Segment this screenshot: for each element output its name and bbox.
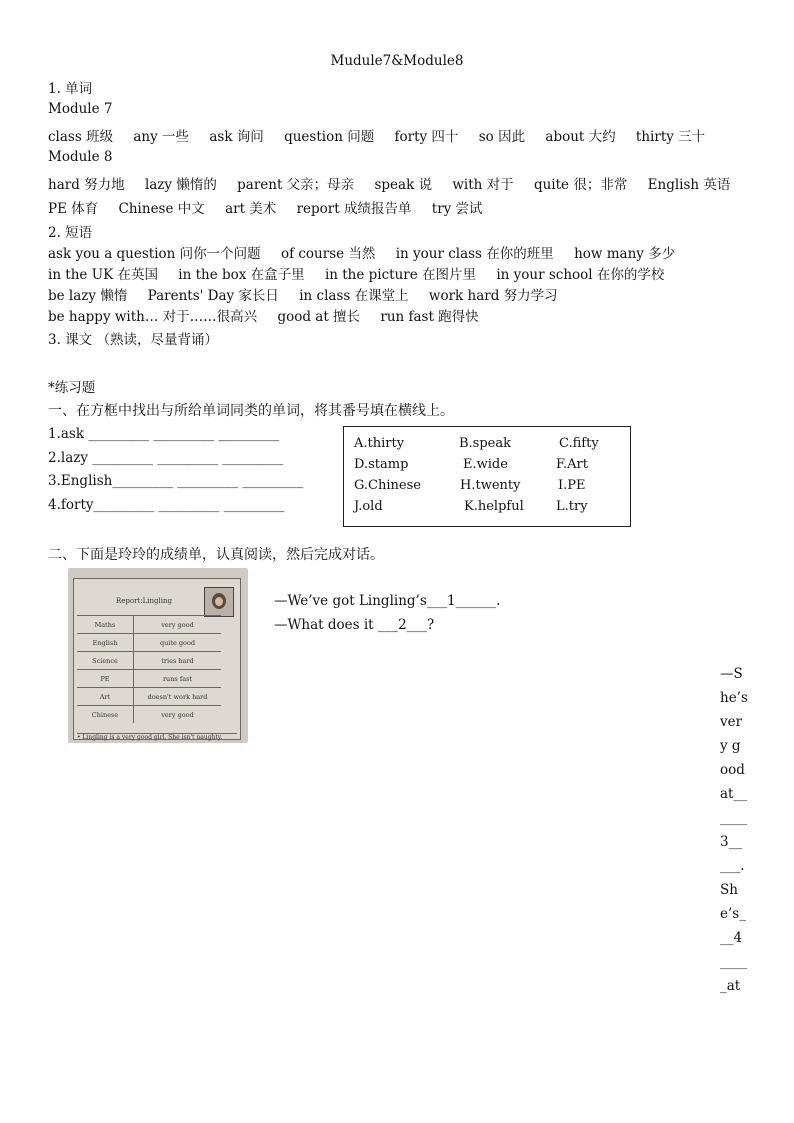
dialogue-line-2[interactable]: —What does it ___2___? xyxy=(274,617,435,633)
subject: PE xyxy=(77,670,134,687)
exercise1-item[interactable]: 4.forty_________ _________ _________ xyxy=(48,497,285,513)
option: K.helpful xyxy=(464,499,524,514)
dialogue-line-3-wrapped[interactable]: —She’s very good at______3_____. She’s___4_____at xyxy=(720,666,748,994)
comment: doesn't work hard xyxy=(147,692,208,701)
subject: Chinese xyxy=(77,706,134,723)
word: about 大约 xyxy=(545,129,616,145)
subject: English xyxy=(77,634,134,651)
word: English 英语 xyxy=(647,177,731,193)
word: speak 说 xyxy=(374,177,433,193)
option: H.twenty xyxy=(460,478,521,493)
exercise2-heading: 二、下面是玲玲的成绩单，认真阅读，然后完成对话。 xyxy=(48,547,384,563)
phrase: in class 在课堂上 xyxy=(299,288,409,304)
comment: runs fast xyxy=(162,674,193,683)
word: question 问题 xyxy=(284,129,375,145)
phrase: in the picture 在图片里 xyxy=(324,267,477,283)
phrase: in the UK 在英国 xyxy=(48,267,158,283)
word: thirty 三十 xyxy=(635,129,706,145)
report-row xyxy=(77,633,221,651)
page-title: Mudule7&Module8 xyxy=(330,53,464,69)
word: so 因此 xyxy=(478,129,526,145)
option: D.stamp xyxy=(354,457,409,472)
word: PE 体育 xyxy=(48,201,99,217)
word: report 成绩报告单 xyxy=(296,201,412,217)
report-row xyxy=(77,705,221,723)
section-phrases-heading: 2. 短语 xyxy=(48,225,93,241)
option: A.thirty xyxy=(354,436,405,451)
module8-words-1 xyxy=(48,173,746,193)
module7-words xyxy=(48,125,721,145)
module8-label: Module 8 xyxy=(48,149,113,165)
report-row xyxy=(77,687,221,705)
report-card xyxy=(73,578,241,740)
phrase: run fast 跑得快 xyxy=(380,309,479,325)
phrase-row-3 xyxy=(48,284,574,304)
report-card-image xyxy=(68,568,248,743)
phrase: be lazy 懒惰 xyxy=(48,288,128,304)
subject: Maths xyxy=(77,616,134,633)
exercise-title: *练习题 xyxy=(48,380,96,396)
module8-words-2 xyxy=(48,197,499,217)
exercise1-item[interactable]: 2.lazy _________ _________ _________ xyxy=(48,450,284,466)
subject: Art xyxy=(77,688,134,705)
word: quite 很；非常 xyxy=(533,177,628,193)
phrase: be happy with… 对于……很高兴 xyxy=(48,309,258,325)
report-note: • Lingling is a very good girl. She isn't naughty. xyxy=(77,733,237,741)
dialogue-line-1[interactable]: —We’ve got Lingling’s___1______. xyxy=(274,593,501,609)
option: C.fifty xyxy=(559,436,599,451)
comment: very good xyxy=(161,710,194,719)
phrase: of course 当然 xyxy=(280,246,376,262)
option: J.old xyxy=(354,499,383,514)
phrase: in your school 在你的学校 xyxy=(496,267,665,283)
module7-label: Module 7 xyxy=(48,101,113,117)
girl-avatar-icon xyxy=(204,587,234,617)
phrase: Parents' Day 家长日 xyxy=(147,288,279,304)
subject: Science xyxy=(77,652,134,669)
exercise1-heading: 一、在方框中找出与所给单词同类的单词，将其番号填在横线上。 xyxy=(48,403,454,419)
phrase: how many 多少 xyxy=(574,246,676,262)
report-row xyxy=(77,651,221,669)
word: Chinese 中文 xyxy=(118,201,205,217)
exercise1-item[interactable]: 3.English_________ _________ _________ xyxy=(48,473,304,489)
option: L.try xyxy=(556,499,588,514)
exercise1-item[interactable]: 1.ask _________ _________ _________ xyxy=(48,426,280,442)
section-words-heading: 1. 单词 xyxy=(48,81,93,97)
option: G.Chinese xyxy=(354,478,421,493)
word: forty 四十 xyxy=(394,129,459,145)
phrase-row-1 xyxy=(48,242,691,262)
comment: tries hard xyxy=(161,656,194,665)
report-title: Report:Lingling xyxy=(116,597,172,605)
option: I.PE xyxy=(558,478,586,493)
phrase: ask you a question 问你一个问题 xyxy=(48,246,261,262)
word: ask 询问 xyxy=(209,129,264,145)
word: lazy 懒惰的 xyxy=(144,177,217,193)
report-row xyxy=(77,615,221,633)
report-table xyxy=(77,615,221,723)
word: try 尝试 xyxy=(431,201,483,217)
phrase: in your class 在你的班里 xyxy=(395,246,554,262)
word: any 一些 xyxy=(133,129,190,145)
phrase: good at 擅长 xyxy=(277,309,361,325)
phrase-row-4 xyxy=(48,305,495,325)
phrase-row-2 xyxy=(48,263,680,283)
option: F.Art xyxy=(556,457,588,472)
section-text-heading: 3. 课文 （熟读，尽量背诵） xyxy=(48,332,218,348)
word: hard 努力地 xyxy=(48,177,125,193)
option: E.wide xyxy=(463,457,508,472)
word: class 班级 xyxy=(48,129,114,145)
comment: quite good xyxy=(159,638,196,647)
option: B.speak xyxy=(459,436,511,451)
word: parent 父亲；母亲 xyxy=(237,177,355,193)
word: art 美术 xyxy=(225,201,277,217)
phrase: in the box 在盒子里 xyxy=(178,267,305,283)
options-box xyxy=(343,426,631,527)
word: with 对于 xyxy=(452,177,514,193)
phrase: work hard 努力学习 xyxy=(428,288,558,304)
comment: very good xyxy=(161,620,194,629)
report-row xyxy=(77,669,221,687)
